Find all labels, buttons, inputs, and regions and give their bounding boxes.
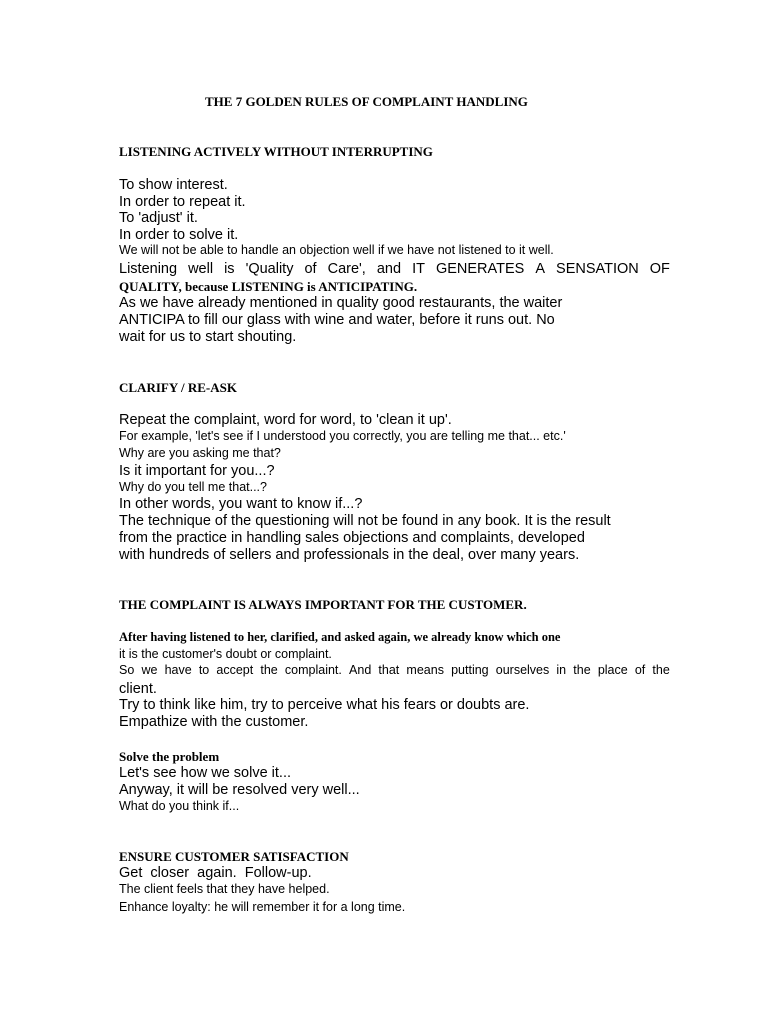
word: GENERATES — [435, 261, 525, 277]
section-heading-listening: LISTENING ACTIVELY WITHOUT INTERRUPTING — [119, 144, 433, 159]
paragraph-line: Why are you asking me that? — [119, 446, 281, 460]
word: complaint. — [284, 663, 342, 677]
paragraph-line: We will not be able to handle an objection well if we have not listened to it well. — [119, 243, 554, 257]
justified-line — [119, 261, 670, 277]
paragraph-line: Try to think like him, try to perceive what his fears or doubts are. — [119, 697, 530, 713]
word: And — [349, 663, 372, 677]
word: IT — [412, 261, 425, 277]
paragraph-line: What do you think if... — [119, 799, 240, 813]
paragraph-line: with hundreds of sellers and professionals in the deal, over many years. — [119, 547, 580, 563]
paragraph-line: In other words, you want to know if...? — [119, 496, 363, 512]
paragraph-line: ANTICIPA to fill our glass with wine and water, before it runs out. No — [119, 312, 555, 328]
word: that — [378, 663, 400, 677]
paragraph-line: In order to solve it. — [119, 227, 239, 243]
paragraph-line: The client feels that they have helped. — [119, 882, 330, 896]
word: Listening — [119, 261, 178, 277]
paragraph-line: Let's see how we solve it... — [119, 765, 292, 781]
word: ourselves — [495, 663, 550, 677]
paragraph-line: Empathize with the customer. — [119, 714, 309, 730]
word: Care', — [327, 261, 366, 277]
paragraph-line: wait for us to start shouting. — [119, 329, 297, 345]
word: we — [141, 663, 158, 677]
word: putting — [451, 663, 489, 677]
word: of — [634, 663, 646, 677]
paragraph-line: To 'adjust' it. — [119, 210, 198, 226]
word: A — [535, 261, 546, 277]
word: to — [198, 663, 210, 677]
emphasis-line: QUALITY, because LISTENING is ANTICIPATING. — [119, 279, 418, 294]
section-heading-importance: THE COMPLAINT IS ALWAYS IMPORTANT FOR THE CUSTOMER. — [119, 597, 527, 612]
paragraph-line: In order to repeat it. — [119, 194, 246, 210]
word: in — [556, 663, 567, 677]
word: 'Quality — [245, 261, 294, 277]
word: the — [652, 663, 670, 677]
word: OF — [649, 261, 670, 277]
paragraph-line: Enhance loyalty: he will remember it for a long time. — [119, 900, 406, 914]
document-title: THE 7 GOLDEN RULES OF COMPLAINT HANDLING — [205, 94, 528, 109]
word: So — [119, 663, 135, 677]
emphasis-line: After having listened to her, clarified, and asked again, we already know which one — [119, 630, 561, 644]
word: accept — [216, 663, 254, 677]
justified-line — [119, 663, 670, 677]
paragraph-line: from the practice in handling sales objections and complaints, developed — [119, 530, 585, 546]
section-heading-clarify: CLARIFY / RE-ASK — [119, 380, 237, 395]
paragraph-line: To show interest. — [119, 177, 228, 193]
paragraph-line: it is the customer's doubt or complaint. — [119, 647, 332, 661]
word: means — [406, 663, 444, 677]
word: place — [597, 663, 628, 677]
paragraph-line: Anyway, it will be resolved very well... — [119, 782, 360, 798]
paragraph-line: client. — [119, 681, 157, 697]
paragraph-line: Why do you tell me that...? — [119, 480, 267, 494]
paragraph-line: As we have already mentioned in quality good restaurants, the waiter — [119, 295, 563, 311]
word: the — [573, 663, 591, 677]
paragraph-line: The technique of the questioning will not be found in any book. It is the result — [119, 513, 611, 529]
paragraph-line: Repeat the complaint, word for word, to 'clean it up'. — [119, 412, 452, 428]
paragraph-line: Is it important for you...? — [119, 463, 275, 479]
word: the — [260, 663, 278, 677]
section-heading-solve: Solve the problem — [119, 749, 220, 764]
word: and — [376, 261, 402, 277]
word: have — [164, 663, 192, 677]
word: is — [224, 261, 235, 277]
word: well — [188, 261, 214, 277]
paragraph-line: For example, 'let's see if I understood you correctly, you are telling me that... etc.' — [119, 429, 566, 443]
word: of — [304, 261, 317, 277]
paragraph-line: Get closer again. Follow-up. — [119, 865, 312, 881]
section-heading-satisfaction: ENSURE CUSTOMER SATISFACTION — [119, 849, 349, 864]
word: SENSATION — [556, 261, 639, 277]
